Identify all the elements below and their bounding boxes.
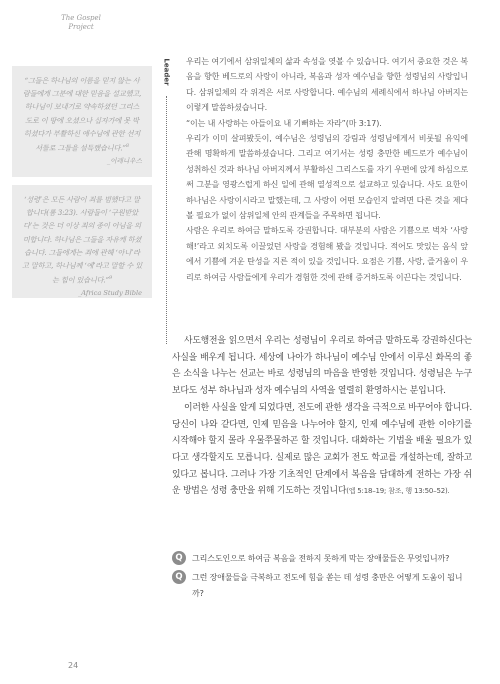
leader-paragraph: 사람은 우리로 하여금 말하도록 강권합니다. 대부분의 사람은 기쁨으로 벅차 ‘사랑해!’라고 외치도록 이끌었던 사랑을 경험해 봤을 것입니다. 적어도 맛있는 음식 앞에서 기쁨에 겨운 탄성을 지른 적이 있을 것입니다. 요점은 기쁨, 사랑, 즐거움이 우리로 하여금 사람들에게 우리가 경험한 것에 관해 증거하도록 이끈다는 것입니다.: [186, 226, 468, 282]
question-text: 그리스도인으로 하여금 복음을 전하지 못하게 막는 장애물들은 무엇입니까?: [192, 554, 450, 563]
sidebar-quotes: [12, 66, 152, 306]
question-text: 그런 장애물들을 극복하고 전도에 힘을 쏟는 데 성령 충만은 어떻게 도움이 됩니까?: [192, 573, 463, 598]
quote-box-irenaeus: [12, 66, 152, 177]
body-paragraph: 사도행전을 읽으면서 우리는 성령님이 우리로 하여금 말하도록 강권하신다는 사실을 배우게 됩니다. 세상에 나아가 하나님이 예수님 안에서 이루신 화목의 좋은 소식을 나누는 선교는 바로 성령님의 마음을 반영한 것입니다. 성령님은 누구보다도 성부 하나님과 성자 예수님의 사역을 열렬히 환영하시는 분입니다.: [172, 336, 472, 397]
footnote-marker: 9: [108, 275, 112, 282]
leader-label: Leader: [163, 58, 171, 86]
discussion-questions: [172, 551, 472, 605]
leader-paragraph: “이는 내 사랑하는 아들이요 내 기뻐하는 자라”(마 3:17).: [186, 118, 382, 128]
quote-box-africa-study-bible: [12, 185, 152, 298]
quote-source: _Africa Study Bible: [77, 288, 142, 297]
quote-source: _이레니우스: [106, 156, 142, 165]
page-number: 24: [68, 661, 79, 670]
leader-paragraph: 우리가 이미 살펴봤듯이, 예수님은 성령님의 강림과 성령님에게서 비롯될 유익에 관해 명확하게 말씀하셨습니다. 그리고 여기서는 성령 충만한 베드로가 예수님이 성취하신 것과 하나님 아버지께서 부활하신 그리스도를 자기 우편에 앉게 하심으로써 그분을 영광스럽게 하신 일에 관해 열성적으로 설교하고 있습니다. 사도 요한이 하나님은 사랑이시라고 말했는데, 그 사랑이 어떤 모습인지 알려면 다른 것을 제다볼 필요가 없이 삼위일체 안의 관계들을 주목하면 됩니다.: [186, 134, 468, 221]
question-badge-icon: Q: [172, 551, 186, 565]
question-item: [172, 570, 472, 601]
quote-text: “그들은 하나님의 이름을 믿지 않는 사람들에게 그분에 대한 믿음을 설교했고, 하나님이 보내기로 약속하셨던 그리스도로 이 땅에 오셨으나 십자가에 못 박히셨다가 부활하신 예수님에 관한 선지서들로 그들을 설득했습니다.”$^8$: [22, 76, 142, 153]
leader-tab: [160, 54, 174, 344]
question-item: [172, 551, 472, 566]
series-title: The Gospel Project: [61, 14, 101, 31]
body-paragraph: 이러한 사실을 알게 되었다면, 전도에 관한 생각을 극적으로 바꾸어야 합니다. 당신이 나와 같다면, 인제 믿음을 나누어야 할지, 인제 예수님에 관한 이야기를 시작해야 할지 몰라 우물쭈물하곤 할 것입니다. 대화하는 기법을 배울 필요가 있다고 생각할지도 모릅니다. 실제로 많은 교회가 전도 학교를 개설하는데, 잘하고 있다고 봅니다. 그러나 가장 기초적인 단계에서 복음을 담대하게 전하는 가장 쉬운 방법은 성령 충만을 위해 기도하는 것입니다(엡 5:18–19; 참조, 행 13:50–52).: [172, 402, 472, 497]
leader-notes: [186, 54, 468, 285]
quote-text: ‘성령’은 모든 사람이 죄를 범했다고 말합니다(롬 3:23). 사람들이 ‘구원받았다’는 것은 더 이상 죄의 종이 아님을 의미합니다. 하나님은 그들을 자유케 하셨습니다. 그들에게는 죄에 관해 ‘아니’라고 말하고, 하나님께 ‘예’라고 말할 수 있는 힘이 있습니다.”$^9$: [22, 195, 142, 285]
question-badge-icon: Q: [172, 570, 186, 584]
main-body-text: [172, 333, 472, 500]
scripture-reference: (엡 5:18–19; 참조, 행 13:50–52).: [346, 487, 450, 496]
leader-paragraph: 우리는 여기에서 삼위일체의 삶과 속성을 엿볼 수 있습니다. 여기서 중요한 것은 복음을 향한 베드로의 사랑이 아니라, 복음과 성자 예수님을 향한 성령님의 사랑입니다. 삼위일체의 각 위격은 서로 사랑합니다. 예수님의 세례식에서 하나님 아버지는 이렇게 말씀하셨습니다.: [186, 57, 468, 113]
footnote-marker: 8: [125, 143, 129, 150]
leader-dotted-rule: [166, 96, 167, 344]
